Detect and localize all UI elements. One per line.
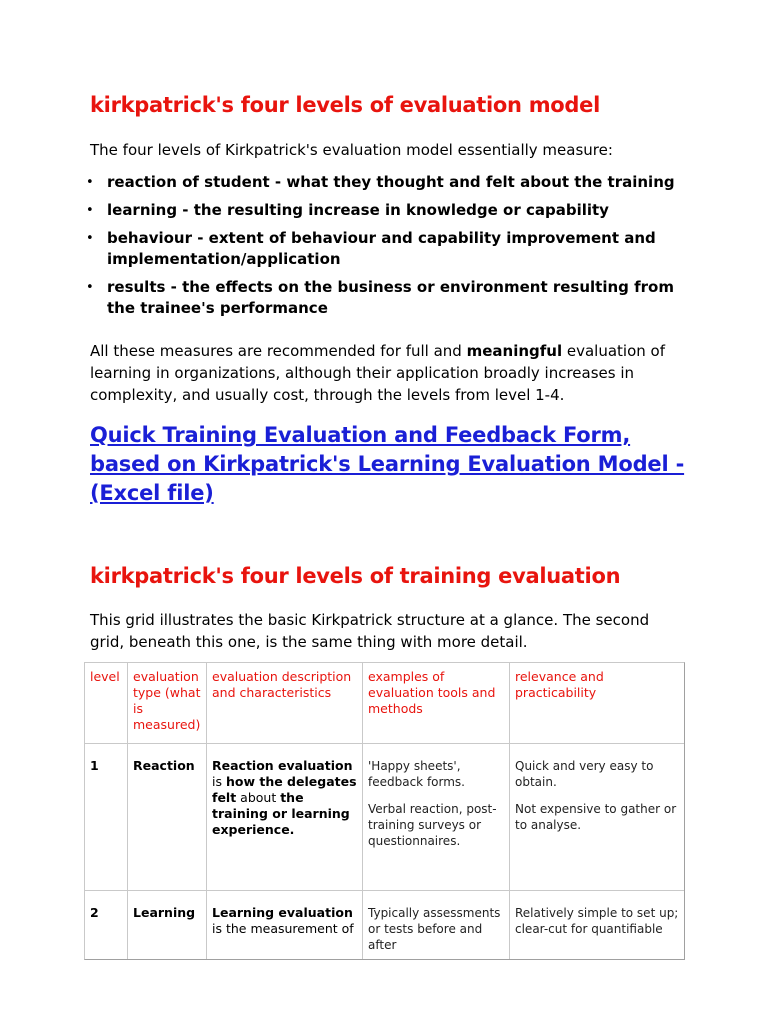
relevance-cell <box>509 744 684 891</box>
levels-list <box>86 172 686 326</box>
level-cell: 1 <box>85 744 127 891</box>
description-cell <box>206 744 362 891</box>
description-text: is the measurement of <box>212 921 354 936</box>
list-item-text: results - the effects on the business or environment resulting from the trainee's performance <box>107 278 674 317</box>
summary-text: All these measures are recommended for full and <box>90 342 467 360</box>
table-row <box>85 744 684 891</box>
summary-paragraph <box>90 340 680 406</box>
list-item <box>86 172 686 193</box>
header-examples: examples of evaluation tools and methods <box>362 663 509 744</box>
examples-cell <box>362 744 509 891</box>
description-bold: Reaction evaluation <box>212 758 353 773</box>
bullet-icon: • <box>86 231 94 246</box>
relevance-text: Not expensive to gather or to analyse. <box>515 802 677 832</box>
description-bold: Learning evaluation <box>212 905 353 920</box>
level-cell: 2 <box>90 905 99 920</box>
list-item <box>86 200 686 221</box>
list-item <box>86 228 686 270</box>
grid-intro-paragraph: This grid illustrates the basic Kirkpatrick structure at a glance. The second grid, beneath this one, is the same thing with more detail. <box>90 611 650 651</box>
feedback-form-link[interactable] <box>90 421 690 508</box>
link-text[interactable]: (Excel file) <box>90 481 214 505</box>
summary-text: evaluation of learning in organizations, although their application broadly increases in complexity, and usually cost, through the levels from level 1-4. <box>90 342 665 404</box>
section-heading-training-evaluation: kirkpatrick's four levels of training evaluation <box>90 564 621 588</box>
list-item-text: learning - the resulting increase in knowledge or capability <box>107 201 609 219</box>
link-text[interactable]: Quick Training Evaluation and Feedback Form, <box>90 423 631 447</box>
relevance-text: Quick and very easy to obtain. <box>515 759 654 789</box>
link-text[interactable]: based on Kirkpatrick's Learning Evaluation Model - <box>90 452 685 476</box>
examples-cell: Typically assessments or tests before and after <box>362 891 509 959</box>
description-text: about <box>236 790 281 805</box>
header-relevance: relevance and practicability <box>509 663 684 744</box>
intro-paragraph: The four levels of Kirkpatrick's evaluation model essentially measure: <box>90 141 613 159</box>
description-cell <box>206 891 362 959</box>
evaluation-grid-table <box>84 662 685 960</box>
summary-emphasis: meaningful <box>466 342 563 360</box>
list-item-text: reaction of student - what they thought and felt about the training <box>107 173 675 191</box>
table-header-row <box>85 663 684 744</box>
header-level: level <box>85 663 127 744</box>
examples-text: Verbal reaction, post-training surveys or questionnaires. <box>368 802 497 848</box>
description-bold: how the delegates felt <box>212 774 357 805</box>
list-item <box>86 277 686 319</box>
examples-text: 'Happy sheets', feedback forms. <box>368 759 465 789</box>
table-row <box>85 891 684 959</box>
list-item-text: behaviour - extent of behaviour and capability improvement and implementation/application <box>107 229 656 268</box>
header-evaluation-type: evaluation type (what is measured) <box>127 663 206 744</box>
bullet-icon: • <box>86 203 94 218</box>
header-description: evaluation description and characteristics <box>206 663 362 744</box>
bullet-icon: • <box>86 175 94 190</box>
description-text: is <box>212 774 226 789</box>
bullet-icon: • <box>86 280 94 295</box>
type-cell: Learning <box>127 891 206 959</box>
type-cell: Reaction <box>127 744 206 891</box>
relevance-cell: Relatively simple to set up; clear-cut for quantifiable <box>509 891 684 959</box>
page-heading-evaluation-model: kirkpatrick's four levels of evaluation model <box>90 93 601 117</box>
description-bold: the training or learning experience. <box>212 790 350 837</box>
